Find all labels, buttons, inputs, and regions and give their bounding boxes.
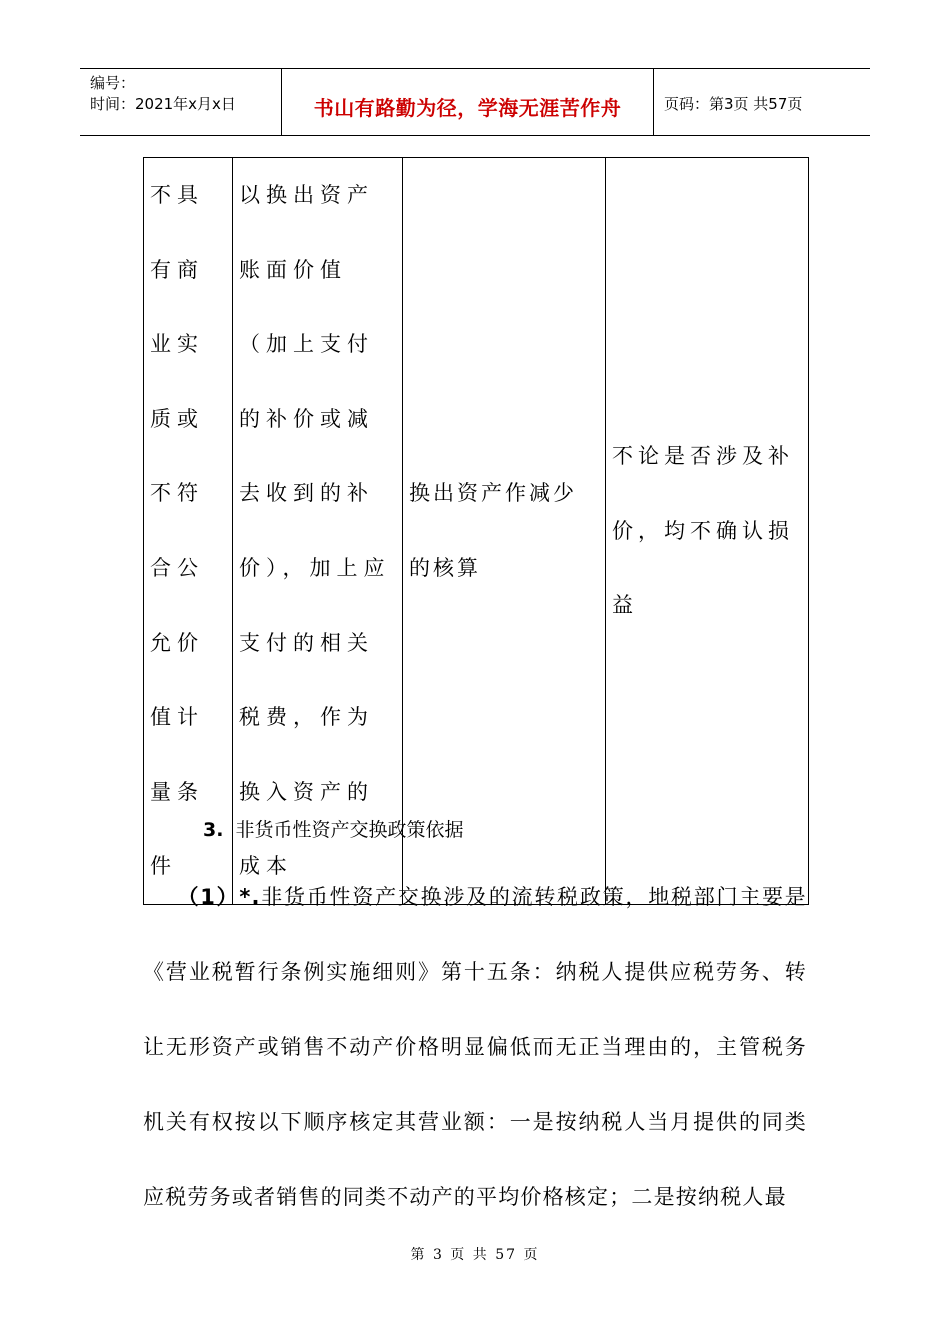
header-page-cell	[654, 69, 870, 135]
table-row	[144, 158, 809, 905]
paragraph-text: 非货币性资产交换涉及的流转税政策，地税部门主要是《营业税暂行条例实施细则》第十五条：纳税人提供应税劳务、转让无形资产或销售不动产价格明显偏低而无正当理由的，主管税务机关有权按以下顺序核定其营业额：一是按纳税人当月提供的同类应税劳务或者销售的同类不动产的平均价格核定；二是按纳税人最	[143, 885, 807, 1209]
page-footer: 第 3 页 共 57 页	[410, 1247, 540, 1263]
gain-loss-cell: 不论是否涉及补价，均不确认损益	[606, 158, 809, 905]
motto-text: 书山有路勤为径，学海无涯苦作舟	[313, 95, 622, 120]
cost-cell: 以换出资产账面价值（加上支付的补价或减去收到的补价），加上应支付的相关税费，作为换入资产的成本	[233, 158, 403, 905]
code-label: 编号：	[90, 74, 136, 92]
condition-cell: 不具有商业实质或不符合公允价值计量条件	[144, 158, 233, 905]
accounting-cell: 换出资产作减少的核算	[403, 158, 606, 905]
header-info-cell	[80, 69, 282, 135]
header-motto-cell	[282, 69, 654, 135]
section-title	[203, 815, 463, 842]
page-header	[80, 68, 870, 136]
time-label: 时间：2021年x月x日	[90, 95, 236, 113]
page-info: 页码：第3页 共57页	[664, 95, 803, 113]
section-title-text: 非货币性资产交换政策依据	[235, 819, 464, 841]
section-number: 3.	[203, 819, 224, 841]
body-paragraph	[143, 860, 807, 1235]
paragraph-number: （1）*.	[176, 885, 261, 909]
exchange-table	[143, 157, 809, 905]
